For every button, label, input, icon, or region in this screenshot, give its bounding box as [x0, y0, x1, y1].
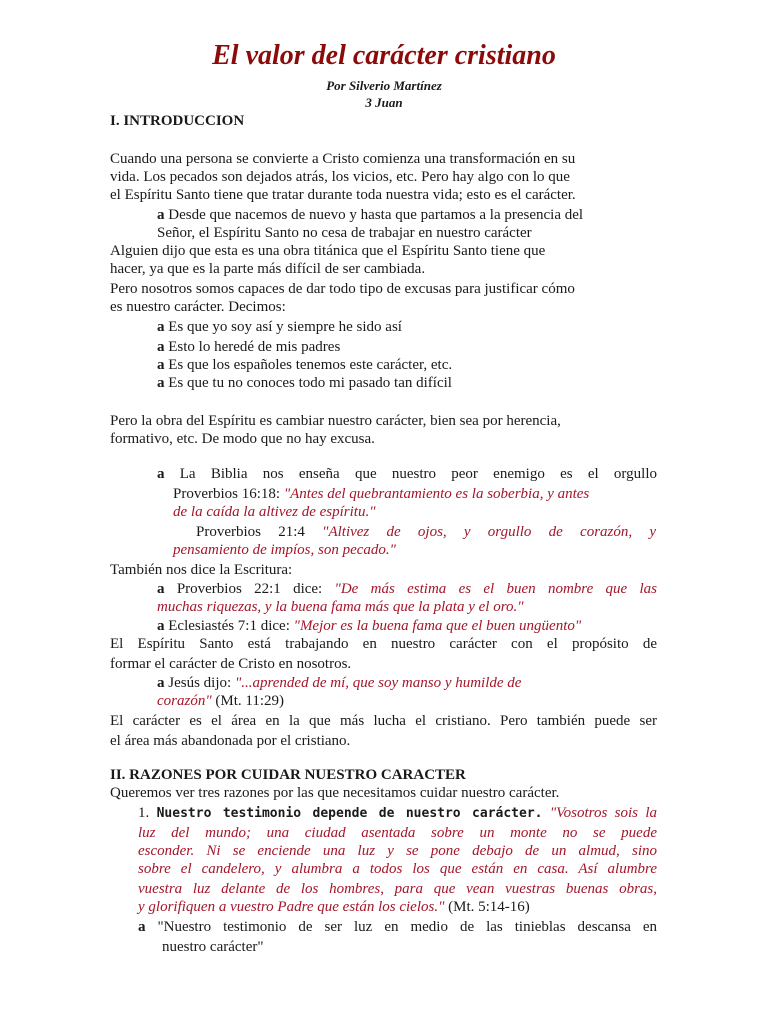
list-item-text: Es que yo soy así y siempre he sido así — [168, 319, 402, 335]
verse-citation: (Mt. 11:29) — [215, 693, 284, 709]
list-item-continuation: Señor, el Espíritu Santo no cesa de trabajar en nuestro carácter — [157, 225, 532, 241]
list-item — [157, 374, 452, 392]
scripture-quote: "Mejor es la buena fama que el buen ungüento" — [293, 618, 582, 634]
scripture-quote: y glorifiquen a vuestro Padre que están los cielos." — [138, 899, 445, 915]
list-item — [157, 617, 581, 635]
scripture-quote: sobre el candelero, y alumbra a todos los que están en casa. Así alumbre — [138, 861, 657, 877]
bullet-marker: a — [157, 618, 165, 634]
verse-reference: Proverbios 21:4 — [196, 524, 305, 540]
list-item — [157, 338, 340, 356]
list-item — [157, 356, 452, 374]
list-item — [157, 465, 657, 483]
bullet-marker: a — [157, 581, 165, 597]
scripture-quote: pensamiento de impíos, son pecado." — [173, 542, 396, 558]
scripture-line — [173, 485, 589, 503]
scripture-quote: corazón" — [157, 693, 212, 709]
verse-reference: Proverbios 22:1 dice: — [176, 581, 323, 597]
paragraph-line: Alguien dijo que esta es una obra titánica que el Espíritu Santo tiene que — [110, 243, 546, 259]
section-heading-razones: II. RAZONES POR CUIDAR NUESTRO CARACTER — [110, 767, 466, 783]
author-line: Por Silverio Martínez — [326, 78, 442, 93]
bullet-marker: a — [157, 339, 165, 355]
scripture-quote: esconder. Ni se enciende una luz y se pone debajo de un almud, sino — [138, 843, 657, 859]
paragraph-line: Pero nosotros somos capaces de dar todo tipo de excusas para justificar cómo — [110, 281, 575, 297]
paragraph-line: El carácter es el área en la que más lucha el cristiano. Pero también puede ser — [110, 713, 657, 729]
list-item-text: Es que los españoles tenemos este carácter, etc. — [168, 357, 453, 373]
verse-reference: Jesús dijo: — [168, 675, 232, 691]
scripture-quote: "Altivez de ojos, y orgullo de corazón, y — [322, 524, 657, 540]
bullet-marker: a — [157, 319, 165, 335]
bullet-marker: a — [157, 375, 165, 391]
item-number: 1. — [138, 805, 150, 821]
scripture-quote: de la caída la altivez de espíritu." — [173, 504, 376, 520]
list-item — [157, 674, 521, 692]
verse-reference: Eclesiastés 7:1 dice: — [168, 618, 290, 634]
list-item-text: Desde que nacemos de nuevo y hasta que partamos a la presencia del — [168, 207, 584, 223]
scripture-quote: vuestra luz delante de los hombres, para que vean vuestras buenas obras, — [138, 881, 657, 897]
verse-reference: Proverbios 16:18: — [173, 486, 281, 502]
scripture-quote: "Antes del quebrantamiento es la soberbia, y antes — [283, 486, 590, 502]
item-heading: Nuestro testimonio depende de nuestro carácter. — [156, 806, 543, 821]
paragraph-line: el área más abandonada por el cristiano. — [110, 733, 351, 749]
paragraph-line: El Espíritu Santo está trabajando en nuestro carácter con el propósito de — [110, 636, 657, 652]
bullet-marker: a — [138, 919, 146, 935]
scripture-quote: "...aprended de mí, que soy manso y humilde de — [234, 675, 522, 691]
list-item — [138, 918, 657, 936]
paragraph-line: formativo, etc. De modo que no hay excusa. — [110, 431, 375, 447]
list-item — [157, 318, 402, 336]
section-heading-introduccion: I. INTRODUCCION — [110, 113, 245, 129]
paragraph-line: Queremos ver tres razones por las que necesitamos cuidar nuestro carácter. — [110, 785, 560, 801]
bullet-marker: a — [157, 357, 165, 373]
paragraph-line: el Espíritu Santo tiene que tratar durante toda nuestra vida; esto es el carácter. — [110, 187, 576, 203]
list-item-text: La Biblia nos enseña que nuestro peor enemigo es el orgullo — [179, 466, 657, 482]
bullet-marker: a — [157, 675, 165, 691]
list-item — [157, 206, 583, 224]
list-item — [157, 580, 657, 598]
paragraph-line: Pero la obra del Espíritu es cambiar nuestro carácter, bien sea por herencia, — [110, 413, 561, 429]
bullet-marker: a — [157, 466, 165, 482]
paragraph-line: formar el carácter de Cristo en nosotros. — [110, 656, 352, 672]
reference-line: 3 Juan — [365, 95, 403, 110]
list-item-text: "Nuestro testimonio de ser luz en medio de las tinieblas descansa en — [157, 919, 657, 935]
bullet-marker: a — [157, 207, 165, 223]
verse-citation: (Mt. 5:14-16) — [448, 899, 530, 915]
paragraph-line: es nuestro carácter. Decimos: — [110, 299, 286, 315]
numbered-item — [138, 804, 657, 823]
list-item-text: Esto lo heredé de mis padres — [168, 339, 341, 355]
scripture-quote: "Vosotros sois la — [549, 805, 658, 821]
scripture-line — [157, 692, 284, 710]
paragraph-line: vida. Los pecados son dejados atrás, los vicios, etc. Pero hay algo con lo que — [110, 169, 570, 185]
paragraph-line: Cuando una persona se convierte a Cristo comienza una transformación en su — [110, 151, 576, 167]
paragraph-line: hacer, ya que es la parte más difícil de ser cambiada. — [110, 261, 426, 277]
list-item-text: Es que tu no conoces todo mi pasado tan difícil — [168, 375, 452, 391]
document-title: El valor del carácter cristiano — [212, 40, 556, 71]
scripture-quote: "De más estima es el buen nombre que las — [334, 581, 657, 597]
paragraph-line: También nos dice la Escritura: — [110, 562, 293, 578]
scripture-quote: luz del mundo; una ciudad asentada sobre un monte no se puede — [138, 825, 657, 841]
list-item-continuation: nuestro carácter" — [162, 939, 264, 955]
scripture-quote: muchas riquezas, y la buena fama más que la plata y el oro." — [157, 599, 524, 615]
scripture-line — [196, 523, 656, 541]
scripture-line — [138, 898, 530, 916]
